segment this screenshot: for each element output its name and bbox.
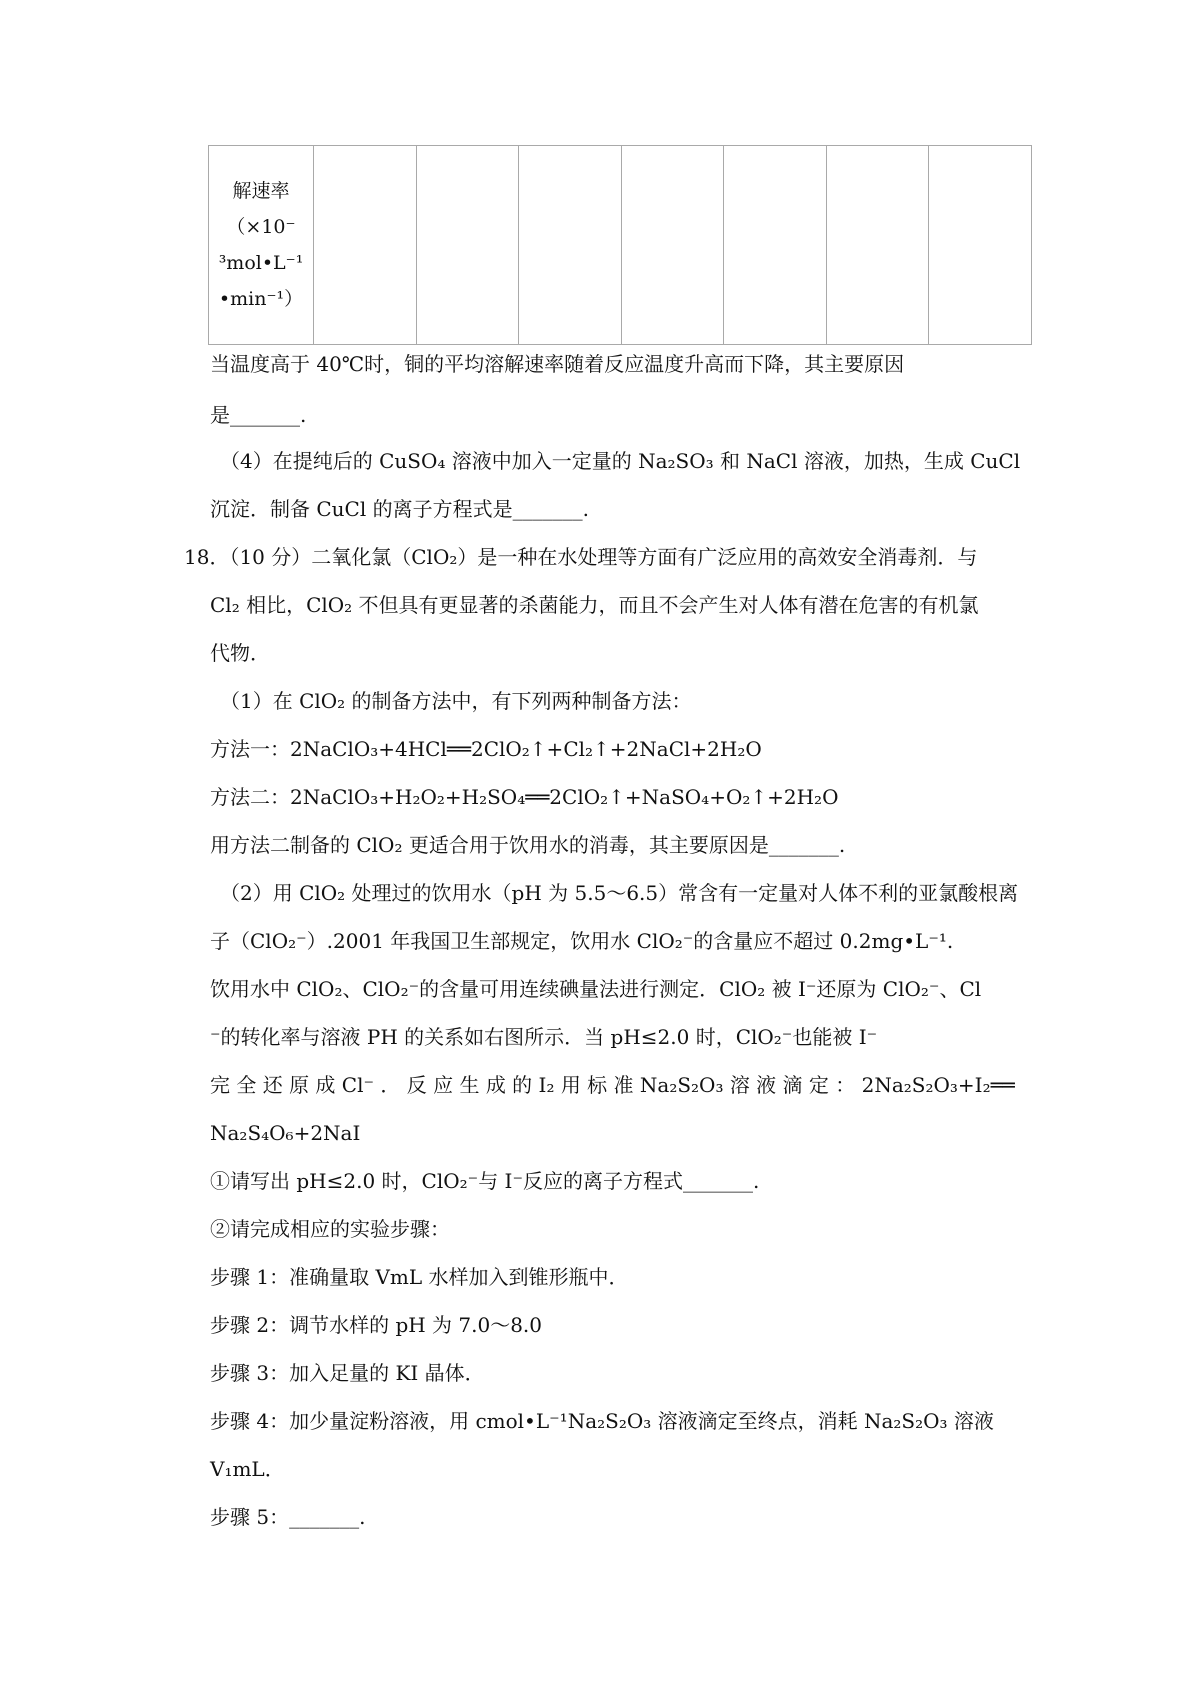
dissolution-rate-table — [208, 145, 1032, 345]
table-cell — [929, 146, 1032, 345]
header-line: ³mol•L⁻¹ — [218, 252, 304, 274]
question-heading: 18．（10 分）二氧化氯（ClO₂）是一种在水处理等方面有广泛应用的高效安全消毒剂．与 — [184, 545, 978, 569]
text-span: 步骤 5： — [210, 1505, 290, 1529]
text-line: 沉淀．制备 CuCl 的离子方程式是_______. — [210, 497, 589, 521]
text-span: ①请写出 pH≤2.0 时，ClO₂⁻与 I⁻反应的离子方程式 — [210, 1169, 684, 1193]
text-span: 用方法二制备的 ClO₂ 更适合用于饮用水的消毒，其主要原因是 — [210, 833, 769, 857]
table-cell — [314, 146, 417, 345]
equation-line: 方法二：2NaClO₃+H₂O₂+H₂SO₄══2ClO₂↑+NaSO₄+O₂↑+2H₂O — [210, 785, 839, 809]
text-line: 完 全 还 原 成 Cl⁻ ． 反 应 生 成 的 I₂ 用 标 准 Na₂S₂O₃ 溶 液 滴 定 ： 2Na₂S₂O₃+I₂══ — [210, 1073, 1015, 1097]
text-line: （2）用 ClO₂ 处理过的饮用水（pH 为 5.5～6.5）常含有一定量对人体不利的亚氯酸根离 — [220, 881, 1019, 905]
text-line: 步骤 2：调节水样的 pH 为 7.0～8.0 — [210, 1313, 543, 1337]
answer-blank: _______ — [768, 833, 839, 857]
table-cell — [519, 146, 622, 345]
answer-blank: _______ — [512, 497, 583, 521]
text-line: 代物． — [210, 641, 270, 665]
answer-blank: _______ — [230, 403, 300, 427]
text-line: V₁mL． — [210, 1457, 285, 1481]
text-line: 用方法二制备的 ClO₂ 更适合用于饮用水的消毒，其主要原因是_______. — [210, 833, 846, 857]
header-line: （×10⁻ — [226, 216, 296, 238]
text-line: 当温度高于 40℃时，铜的平均溶解速率随着反应温度升高而下降，其主要原因 — [210, 352, 905, 376]
text-line: （1）在 ClO₂ 的制备方法中，有下列两种制备方法： — [220, 689, 692, 713]
text-line: 子（ClO₂⁻）.2001 年我国卫生部规定，饮用水 ClO₂⁻的含量应不超过 0.2mg•L⁻¹. — [210, 929, 954, 953]
text-line: 饮用水中 ClO₂、ClO₂⁻的含量可用连续碘量法进行测定．ClO₂ 被 I⁻还原为 ClO₂⁻、Cl — [210, 977, 982, 1001]
text-line: （4）在提纯后的 CuSO₄ 溶液中加入一定量的 Na₂SO₃ 和 NaCl 溶液，加热，生成 CuCl — [220, 449, 1021, 473]
text-line: 步骤 4：加少量淀粉溶液，用 cmol•L⁻¹Na₂S₂O₃ 溶液滴定至终点，消耗 Na₂S₂O₃ 溶液 — [210, 1409, 994, 1433]
table-row — [209, 146, 1032, 345]
text-line: 步骤 5：_______. — [210, 1505, 366, 1529]
text-line: ①请写出 pH≤2.0 时，ClO₂⁻与 I⁻反应的离子方程式_______. — [210, 1169, 760, 1193]
text-line: ②请完成相应的实验步骤： — [210, 1217, 450, 1241]
text-line: Cl₂ 相比，ClO₂ 不但具有更显著的杀菌能力，而且不会产生对人体有潜在危害的有机氯 — [210, 593, 979, 617]
answer-blank: _______ — [683, 1169, 754, 1193]
table-cell — [724, 146, 827, 345]
header-line: •min⁻¹） — [218, 288, 304, 310]
text-line: 是_______. — [210, 403, 307, 427]
text-line: 步骤 1：准确量取 VmL 水样加入到锥形瓶中． — [210, 1265, 629, 1289]
table-cell — [621, 146, 724, 345]
table-cell — [416, 146, 519, 345]
text-line: ⁻的转化率与溶液 PH 的关系如右图所示．当 pH≤2.0 时，ClO₂⁻也能被 I⁻ — [210, 1025, 878, 1049]
text-line: Na₂S₄O₆+2NaI — [210, 1121, 361, 1145]
header-line: 解速率 — [232, 180, 290, 202]
text-line: 步骤 3：加入足量的 KI 晶体． — [210, 1361, 485, 1385]
text-span: 是 — [210, 403, 230, 427]
equation-line: 方法一：2NaClO₃+4HCl══2ClO₂↑+Cl₂↑+2NaCl+2H₂O — [210, 737, 762, 761]
answer-blank: _______ — [289, 1505, 360, 1529]
text-span: 沉淀．制备 CuCl 的离子方程式是 — [210, 497, 513, 521]
table-header-cell — [209, 146, 314, 345]
table-cell — [826, 146, 929, 345]
